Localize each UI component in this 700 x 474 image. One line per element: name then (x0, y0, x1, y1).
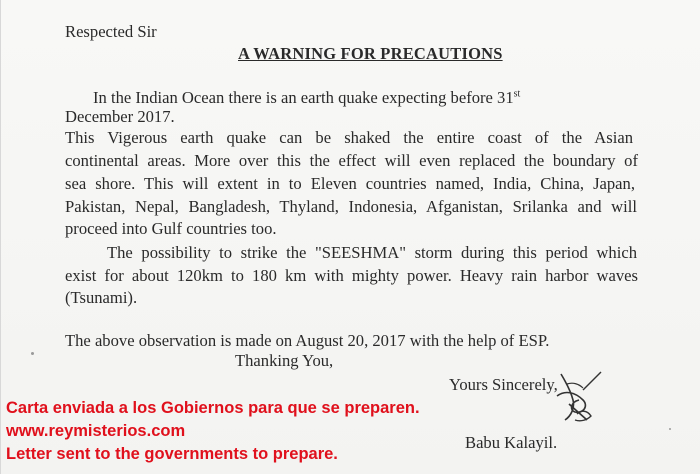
paragraph-3-line-2: exist for about 120km to 180 km with mighty power. Heavy rain harbor waves (65, 266, 638, 285)
ordinal-suffix: st (513, 88, 521, 100)
overlay-caption-spanish: Carta enviada a los Gobiernos para que se preparen. (6, 399, 420, 417)
paragraph-3-line-1: The possibility to strike the "SEESHMA" storm during this period which (107, 243, 637, 262)
signer-name: Babu Kalayil. (465, 433, 558, 452)
paragraph-2-line-2: continental areas. More over this the effect will even replaced the boundary of (65, 151, 638, 170)
paragraph-3-line-3: (Tsunami). (65, 288, 138, 307)
scan-speck (669, 428, 671, 430)
closing-line: Yours Sincerely, (449, 375, 558, 394)
paragraph-2-line-5: proceed into Gulf countries too. (65, 219, 277, 238)
observation-line: The above observation is made on August 20, 2017 with the help of ESP. (65, 331, 550, 350)
overlay-caption-english: Letter sent to the governments to prepare. (6, 445, 338, 463)
overlay-website-link[interactable]: www.reymisterios.com (6, 422, 186, 440)
letter-title: A WARNING FOR PRECAUTIONS (238, 44, 503, 63)
scan-speck (31, 352, 34, 355)
paragraph-1-line-2: December 2017. (65, 107, 175, 126)
paragraph-2-line-4: Pakistan, Nepal, Bangladesh, Thyland, Indonesia, Afganistan, Srilanka and will (65, 197, 637, 216)
paragraph-2-line-3: sea shore. This will extent in to Eleven countries named, India, China, Japan, (65, 174, 635, 193)
paragraph-1-line-1-text: In the Indian Ocean there is an earth quake expecting before 31 (93, 88, 514, 107)
handwritten-signature (553, 370, 605, 426)
paragraph-2-line-1: This Vigerous earth quake can be shaked the entire coast of the Asian (65, 128, 633, 147)
thanking-line: Thanking You, (235, 351, 334, 370)
salutation: Respected Sir (65, 22, 157, 41)
paragraph-1-line-1 (93, 88, 520, 108)
